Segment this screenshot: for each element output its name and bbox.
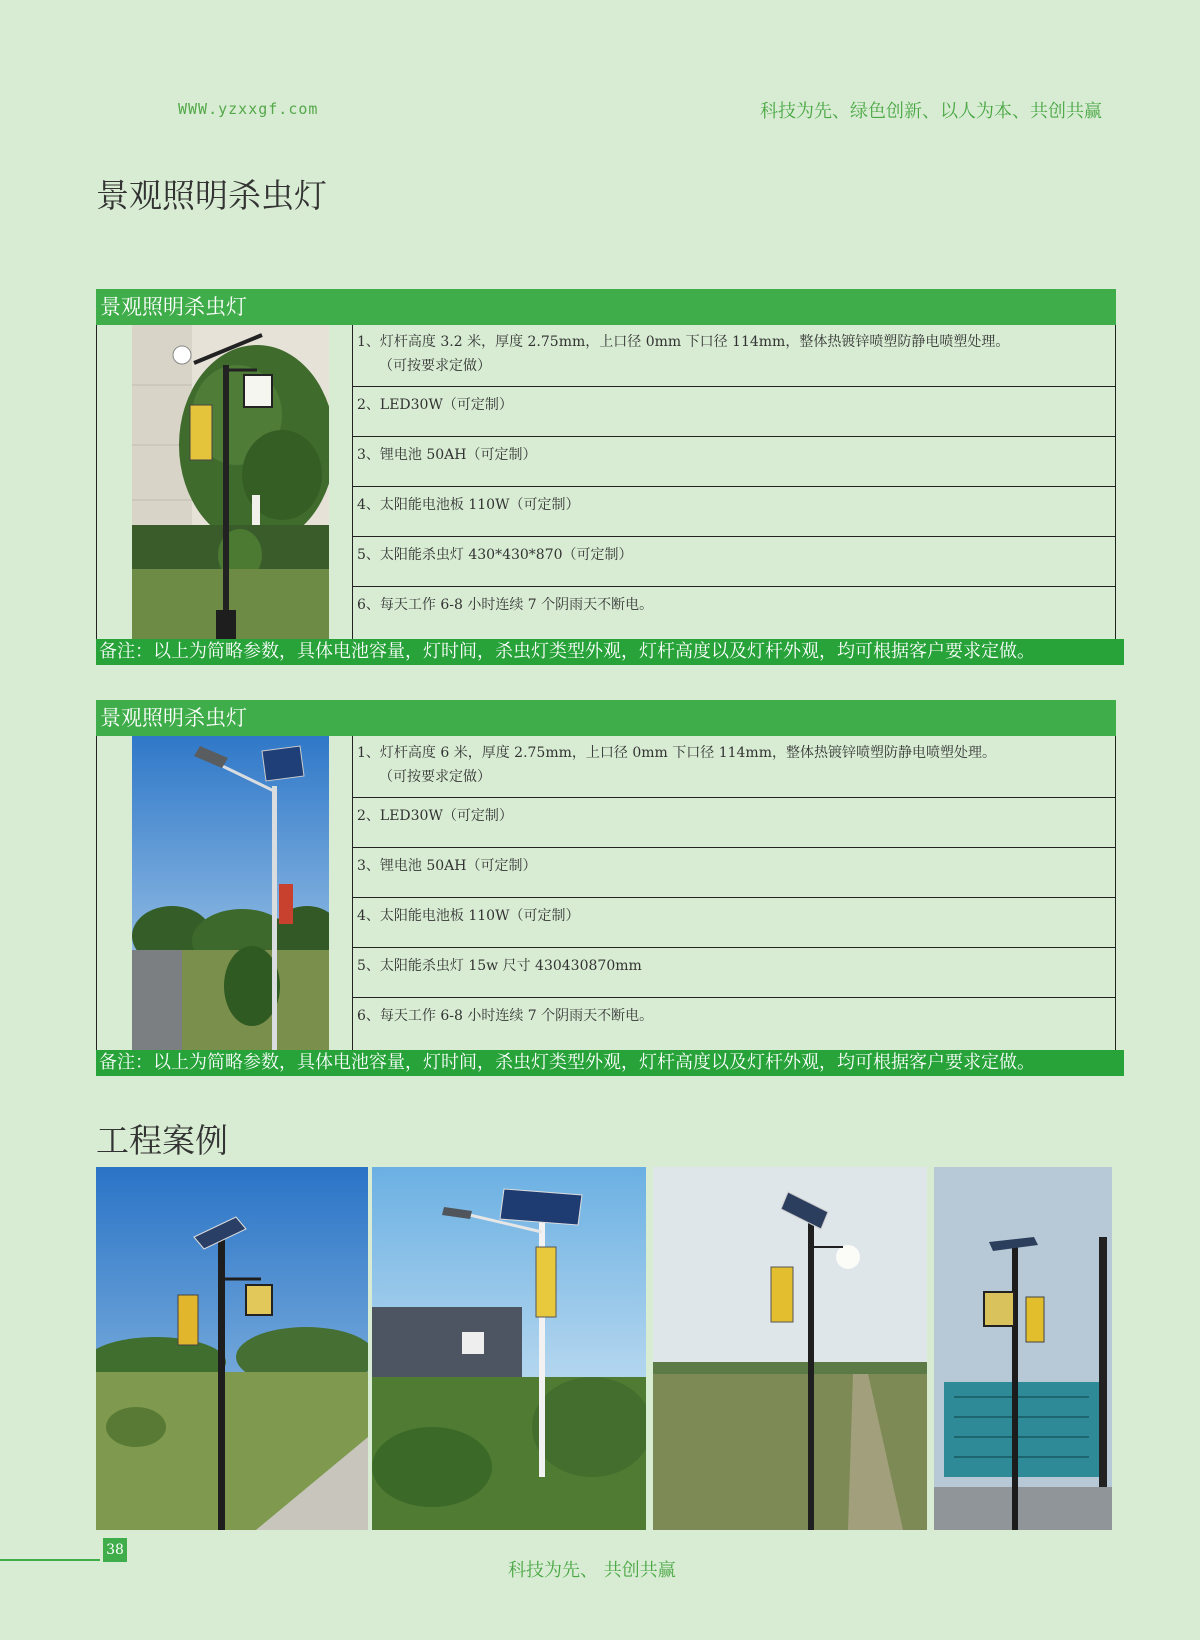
case-photo-4	[934, 1167, 1112, 1530]
spec-row: 3、锂电池 50AH（可定制）	[353, 848, 1115, 898]
spec-row	[353, 325, 1115, 387]
case-photo-2	[372, 1167, 646, 1530]
spec-row: 6、每天工作 6-8 小时连续 7 个阴雨天不断电。	[357, 1008, 654, 1024]
site-url: WWW.yzxxgf.com	[178, 100, 319, 118]
spec-row: 2、LED30W（可定制）	[353, 798, 1115, 848]
spec-list	[352, 325, 1115, 639]
product-block-1	[96, 289, 1116, 665]
spec-row: 3、锂电池 50AH（可定制）	[353, 437, 1115, 487]
product-title-bar: 景观照明杀虫灯	[96, 700, 1116, 736]
spec-text: 1、灯杆高度 6 米，厚度 2.75mm，上口径 0mm 下口径 114mm，整体热镀锌喷塑防静电喷塑处理。	[357, 745, 996, 761]
spec-row: 4、太阳能电池板 110W（可定制）	[353, 898, 1115, 948]
spec-list	[352, 736, 1115, 1050]
product-photo-street-lamp	[132, 736, 329, 1050]
product-note: 备注：以上为简略参数，具体电池容量，灯时间，杀虫灯类型外观，灯杆高度以及灯杆外观，均可根据客户要求定做。	[96, 639, 1124, 665]
product-title-bar: 景观照明杀虫灯	[96, 289, 1116, 325]
case-photo-street-lamp	[372, 1167, 646, 1530]
product-photo-cell	[97, 325, 352, 639]
cases-title: 工程案例	[96, 1121, 228, 1160]
page-number: 38	[103, 1538, 127, 1562]
spec-text: 1、灯杆高度 3.2 米，厚度 2.75mm，上口径 0mm 下口径 114mm，整体热镀锌喷塑防静电喷塑处理。	[357, 334, 1010, 350]
case-photo-building-lamp	[934, 1167, 1112, 1530]
case-photo-field-lamp	[653, 1167, 927, 1530]
header-slogan: 科技为先、绿色创新、以人为本、共创共赢	[760, 101, 1102, 122]
spec-row: 4、太阳能电池板 110W（可定制）	[353, 487, 1115, 537]
product-block-2	[96, 700, 1116, 1076]
spec-row: 5、太阳能杀虫灯 430*430*870（可定制）	[353, 537, 1115, 587]
case-photo-3	[653, 1167, 927, 1530]
spec-row: 2、LED30W（可定制）	[353, 387, 1115, 437]
page-title: 景观照明杀虫灯	[96, 176, 327, 215]
product-photo-cell	[97, 736, 352, 1050]
product-note: 备注：以上为简略参数，具体电池容量，灯时间，杀虫灯类型外观，灯杆高度以及灯杆外观，均可根据客户要求定做。	[96, 1050, 1124, 1076]
case-photo-1	[96, 1167, 368, 1530]
spec-row: 6、每天工作 6-8 小时连续 7 个阴雨天不断电。	[357, 597, 654, 613]
spec-note: （可按要求定做）	[379, 769, 491, 785]
footer-slogan: 科技为先、 共创共赢	[508, 1560, 676, 1581]
case-photo-garden-lamp	[96, 1167, 368, 1530]
spec-row	[353, 736, 1115, 798]
footer-line	[0, 1559, 100, 1561]
spec-row: 5、太阳能杀虫灯 15w 尺寸 430430870mm	[353, 948, 1115, 998]
spec-note: （可按要求定做）	[379, 358, 491, 374]
product-photo-garden-lamp	[132, 325, 329, 639]
